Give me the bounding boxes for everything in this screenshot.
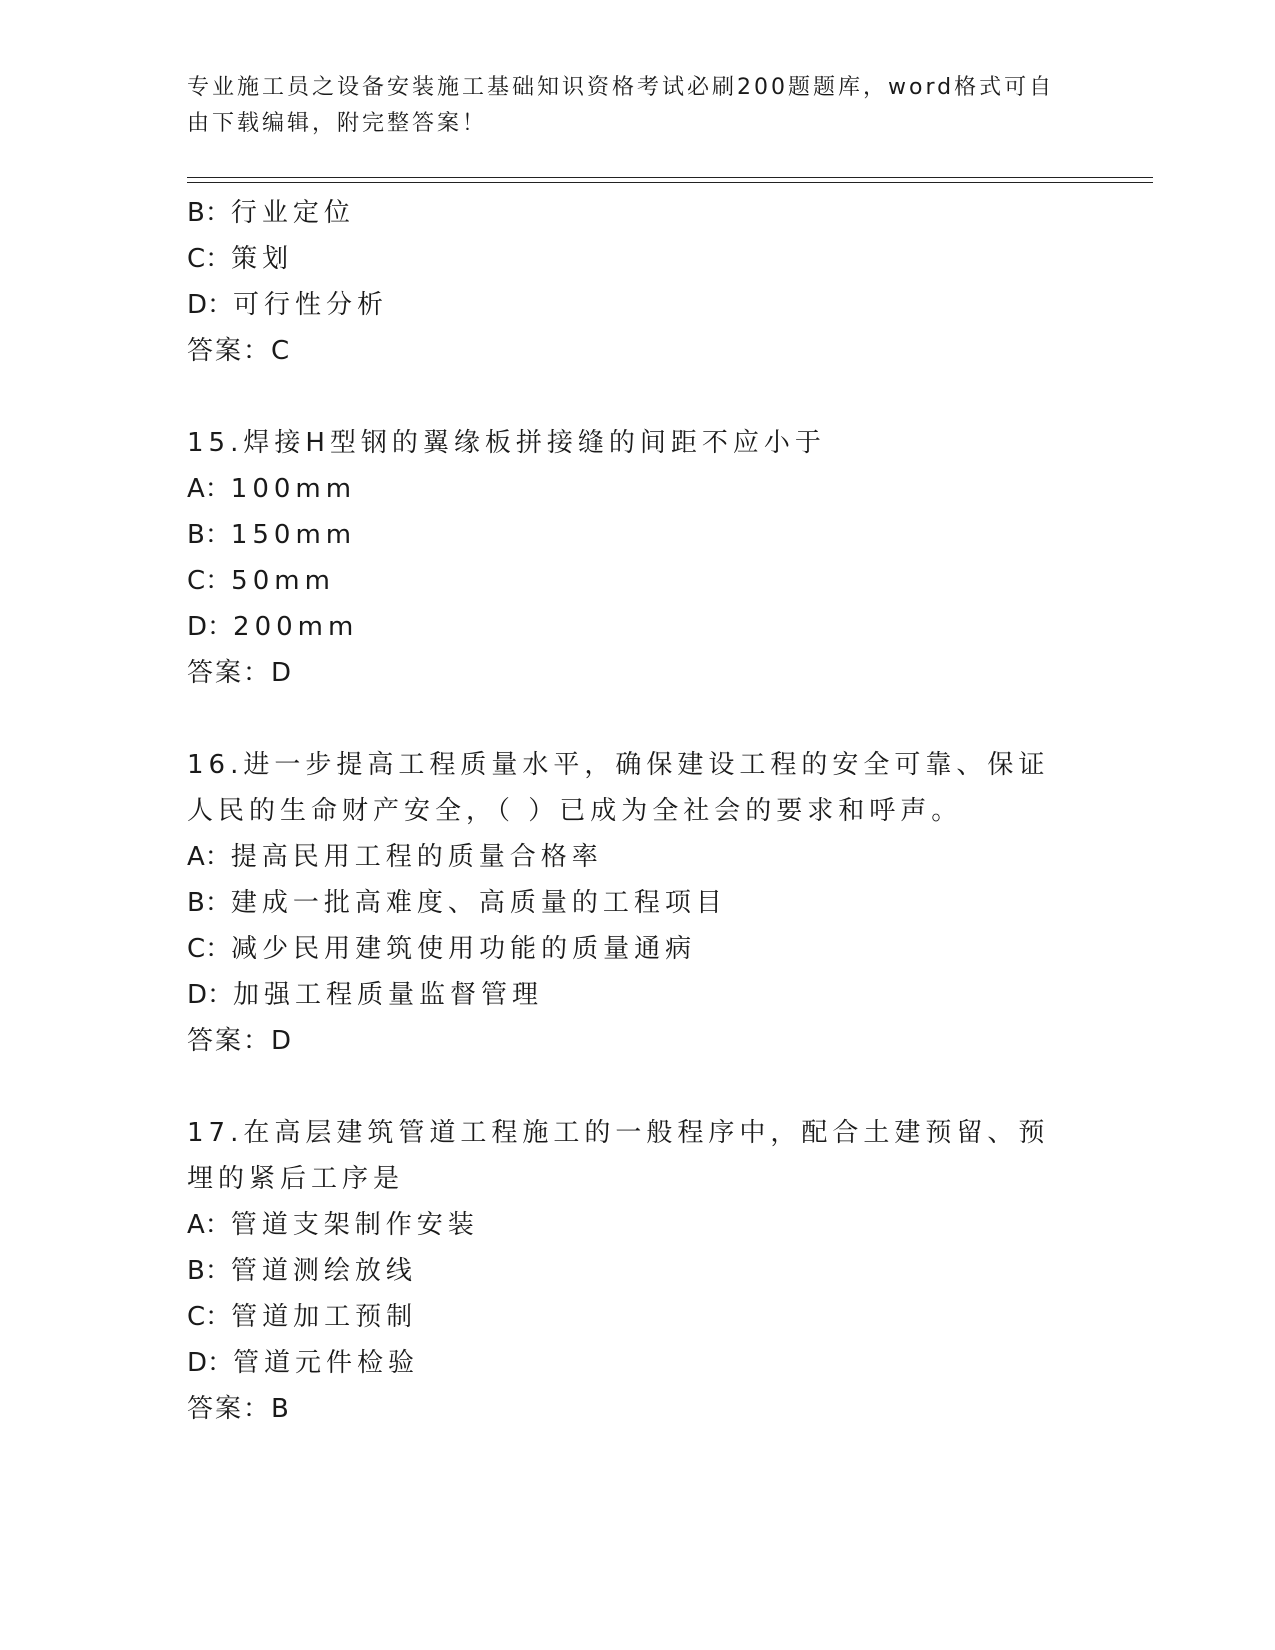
option-a	[187, 466, 1087, 512]
document-header: 专业施工员之设备安装施工基础知识资格考试必刷200题题库，word格式可自由下载编辑，附完整答案！	[187, 75, 1055, 136]
option-letter: C：	[187, 934, 232, 964]
spacer	[187, 374, 1087, 420]
option-text: 管道测绘放线	[230, 1256, 417, 1286]
option-d	[187, 1340, 1087, 1386]
option-text: 100mm	[230, 474, 357, 504]
option-text: 管道支架制作安装	[230, 1210, 479, 1240]
option-text: 策划	[231, 244, 294, 274]
option-c	[187, 236, 1087, 282]
option-text: 150mm	[230, 520, 357, 550]
option-text: 可行性分析	[233, 290, 389, 320]
option-letter: B：	[187, 888, 231, 918]
question-text: 16.进一步提高工程质量水平，确保建设工程的安全可靠、保证人民的生命财产安全，（ ）已成为全社会的要求和呼声。	[187, 750, 1050, 826]
question-text: 15.焊接H型钢的翼缘板拼接缝的间距不应小于	[187, 428, 826, 458]
option-letter: A：	[187, 1210, 231, 1240]
question-block-15	[187, 420, 1087, 696]
option-letter: B：	[187, 1256, 231, 1286]
option-letter: C：	[187, 244, 232, 274]
question-block-17	[187, 1110, 1087, 1432]
option-letter: D：	[187, 1348, 234, 1378]
option-d	[187, 282, 1087, 328]
option-b	[187, 190, 1087, 236]
option-letter: A：	[187, 842, 231, 872]
answer-line: 答案：B	[187, 1394, 291, 1424]
option-b	[187, 512, 1087, 558]
option-b	[187, 1248, 1087, 1294]
option-letter: C：	[187, 1302, 232, 1332]
option-text: 加强工程质量监督管理	[233, 980, 544, 1010]
option-letter: C：	[187, 566, 232, 596]
option-a	[187, 834, 1087, 880]
option-letter: B：	[187, 198, 231, 228]
spacer	[187, 1064, 1087, 1110]
option-text: 50mm	[231, 566, 335, 596]
option-text: 提高民用工程的质量合格率	[230, 842, 603, 872]
option-text: 建成一批高难度、高质量的工程项目	[230, 888, 727, 918]
question-block-16	[187, 742, 1087, 1064]
option-letter: A：	[187, 474, 231, 504]
option-a	[187, 1202, 1087, 1248]
option-letter: D：	[187, 980, 234, 1010]
option-text: 管道加工预制	[231, 1302, 418, 1332]
spacer	[187, 696, 1087, 742]
option-d	[187, 972, 1087, 1018]
option-letter: B：	[187, 520, 231, 550]
option-c	[187, 558, 1087, 604]
header-rule-top	[187, 177, 1153, 178]
option-c	[187, 1294, 1087, 1340]
question-text: 17.在高层建筑管道工程施工的一般程序中，配合土建预留、预埋的紧后工序是	[187, 1118, 1050, 1194]
header-rule-bottom	[187, 182, 1153, 183]
option-letter: D：	[187, 612, 234, 642]
option-letter: D：	[187, 290, 234, 320]
answer-line: 答案：D	[187, 658, 294, 688]
option-c	[187, 926, 1087, 972]
option-text: 行业定位	[230, 198, 355, 228]
answer-line: 答案：D	[187, 1026, 294, 1056]
option-text: 管道元件检验	[233, 1348, 420, 1378]
question-block-prev	[187, 190, 1087, 374]
option-d	[187, 604, 1087, 650]
option-text: 减少民用建筑使用功能的质量通病	[231, 934, 697, 964]
answer-line: 答案：C	[187, 336, 292, 366]
option-b	[187, 880, 1087, 926]
option-text: 200mm	[233, 612, 359, 642]
question-list	[187, 190, 1087, 1432]
